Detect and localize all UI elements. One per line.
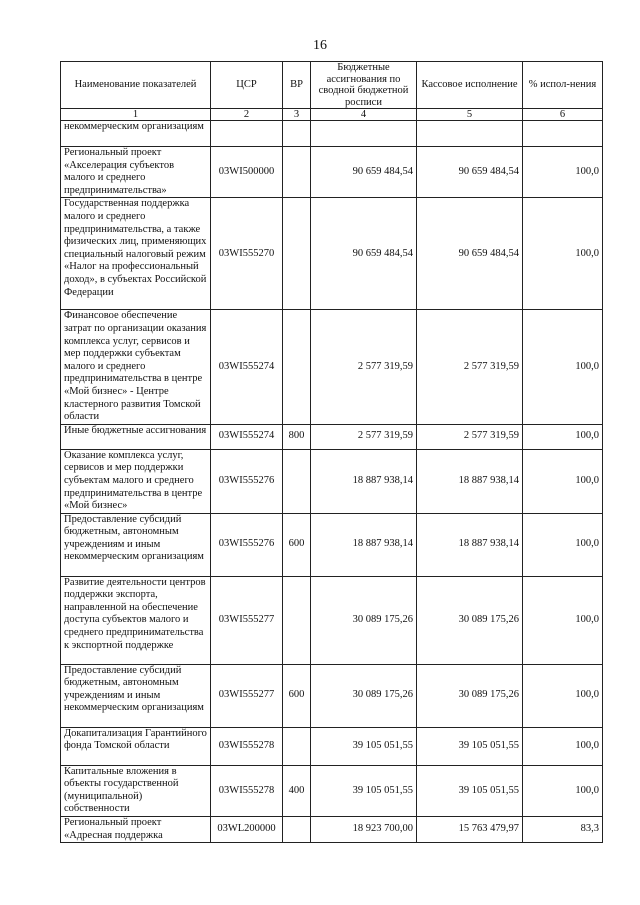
vr-code [283, 727, 311, 765]
csr-code: 03WI555276 [211, 449, 283, 513]
execution-percent: 83,3 [523, 817, 603, 843]
allocated-amount: 18 887 938,14 [311, 513, 417, 576]
allocated-amount: 2 577 319,59 [311, 310, 417, 424]
table-row [61, 765, 603, 816]
indicator-name: некоммерческим организациям [61, 121, 211, 147]
csr-code: 03WI555270 [211, 198, 283, 310]
column-number: 5 [417, 109, 523, 121]
vr-code [283, 147, 311, 198]
column-number: 4 [311, 109, 417, 121]
execution-percent: 100,0 [523, 513, 603, 576]
vr-code: 400 [283, 765, 311, 816]
indicator-name: Оказание комплекса услуг, сервисов и мер поддержки субъектам малого и среднего предпринимательства в центре «Мой бизнес» [61, 449, 211, 513]
csr-code: 03WI555277 [211, 664, 283, 727]
allocated-amount: 18 887 938,14 [311, 449, 417, 513]
vr-code [283, 310, 311, 424]
csr-code: 03WI500000 [211, 147, 283, 198]
vr-code [283, 449, 311, 513]
execution-percent: 100,0 [523, 424, 603, 449]
table-row [61, 310, 603, 424]
vr-code [283, 121, 311, 147]
header-row [61, 62, 603, 109]
allocated-amount: 18 923 700,00 [311, 817, 417, 843]
vr-code [283, 817, 311, 843]
header-vr: ВР [283, 62, 311, 109]
header-executed: Кассовое исполнение [417, 62, 523, 109]
header-percent: % испол-нения [523, 62, 603, 109]
allocated-amount: 39 105 051,55 [311, 765, 417, 816]
column-number: 6 [523, 109, 603, 121]
csr-code: 03WI555274 [211, 424, 283, 449]
csr-code: 03WL200000 [211, 817, 283, 843]
executed-amount: 90 659 484,54 [417, 198, 523, 310]
header-allocated: Бюджетные ассигнования по сводной бюджетной росписи [311, 62, 417, 109]
column-number: 1 [61, 109, 211, 121]
execution-percent: 100,0 [523, 198, 603, 310]
executed-amount: 18 887 938,14 [417, 513, 523, 576]
csr-code: 03WI555276 [211, 513, 283, 576]
indicator-name: Государственная поддержка малого и среднего предпринимательства, а также физических лиц, применяющих специальный налоговый режим «Налог на профессиональный доход», в субъектах Российской Федерации [61, 198, 211, 310]
csr-code: 03WI555277 [211, 576, 283, 664]
execution-percent [523, 121, 603, 147]
executed-amount: 15 763 479,97 [417, 817, 523, 843]
column-number: 3 [283, 109, 311, 121]
table-row [61, 449, 603, 513]
table-row [61, 147, 603, 198]
csr-code [211, 121, 283, 147]
execution-percent: 100,0 [523, 576, 603, 664]
executed-amount: 39 105 051,55 [417, 765, 523, 816]
executed-amount: 2 577 319,59 [417, 310, 523, 424]
column-number: 2 [211, 109, 283, 121]
indicator-name: Капитальные вложения в объекты государственной (муниципальной) собственности [61, 765, 211, 816]
indicator-name: Предоставление субсидий бюджетным, автономным учреждениям и иным некоммерческим организациям [61, 664, 211, 727]
table-row [61, 817, 603, 843]
execution-percent: 100,0 [523, 765, 603, 816]
executed-amount: 30 089 175,26 [417, 664, 523, 727]
vr-code: 600 [283, 664, 311, 727]
execution-percent: 100,0 [523, 147, 603, 198]
column-number-row [61, 109, 603, 121]
table-row [61, 424, 603, 449]
executed-amount [417, 121, 523, 147]
allocated-amount: 30 089 175,26 [311, 576, 417, 664]
csr-code: 03WI555278 [211, 765, 283, 816]
indicator-name: Региональный проект «Адресная поддержка [61, 817, 211, 843]
header-csr: ЦСР [211, 62, 283, 109]
indicator-name: Иные бюджетные ассигнования [61, 424, 211, 449]
executed-amount: 18 887 938,14 [417, 449, 523, 513]
table-row [61, 513, 603, 576]
execution-percent: 100,0 [523, 310, 603, 424]
csr-code: 03WI555278 [211, 727, 283, 765]
indicator-name: Докапитализация Гарантийного фонда Томской области [61, 727, 211, 765]
indicator-name: Предоставление субсидий бюджетным, автономным учреждениям и иным некоммерческим организациям [61, 513, 211, 576]
table-row [61, 727, 603, 765]
vr-code: 600 [283, 513, 311, 576]
allocated-amount: 90 659 484,54 [311, 147, 417, 198]
table-row [61, 121, 603, 147]
budget-execution-table [60, 61, 603, 843]
allocated-amount: 90 659 484,54 [311, 198, 417, 310]
allocated-amount [311, 121, 417, 147]
indicator-name: Региональный проект «Акселерация субъектов малого и среднего предпринимательства» [61, 147, 211, 198]
executed-amount: 2 577 319,59 [417, 424, 523, 449]
vr-code [283, 198, 311, 310]
execution-percent: 100,0 [523, 727, 603, 765]
executed-amount: 39 105 051,55 [417, 727, 523, 765]
vr-code [283, 576, 311, 664]
allocated-amount: 39 105 051,55 [311, 727, 417, 765]
table-row [61, 576, 603, 664]
table-row [61, 664, 603, 727]
page-number: 16 [313, 38, 327, 53]
indicator-name: Финансовое обеспечение затрат по организации оказания комплекса услуг, сервисов и мер поддержки субъектам малого и среднего предпринимательства в центре «Мой бизнес» - Центре кластерного развития Томской области [61, 310, 211, 424]
vr-code: 800 [283, 424, 311, 449]
execution-percent: 100,0 [523, 664, 603, 727]
execution-percent: 100,0 [523, 449, 603, 513]
table-row [61, 198, 603, 310]
allocated-amount: 2 577 319,59 [311, 424, 417, 449]
indicator-name: Развитие деятельности центров поддержки экспорта, направленной на обеспечение доступа субъектов малого и среднего предпринимательства к экспортной поддержке [61, 576, 211, 664]
csr-code: 03WI555274 [211, 310, 283, 424]
executed-amount: 30 089 175,26 [417, 576, 523, 664]
allocated-amount: 30 089 175,26 [311, 664, 417, 727]
executed-amount: 90 659 484,54 [417, 147, 523, 198]
header-indicator-name: Наименование показателей [61, 62, 211, 109]
